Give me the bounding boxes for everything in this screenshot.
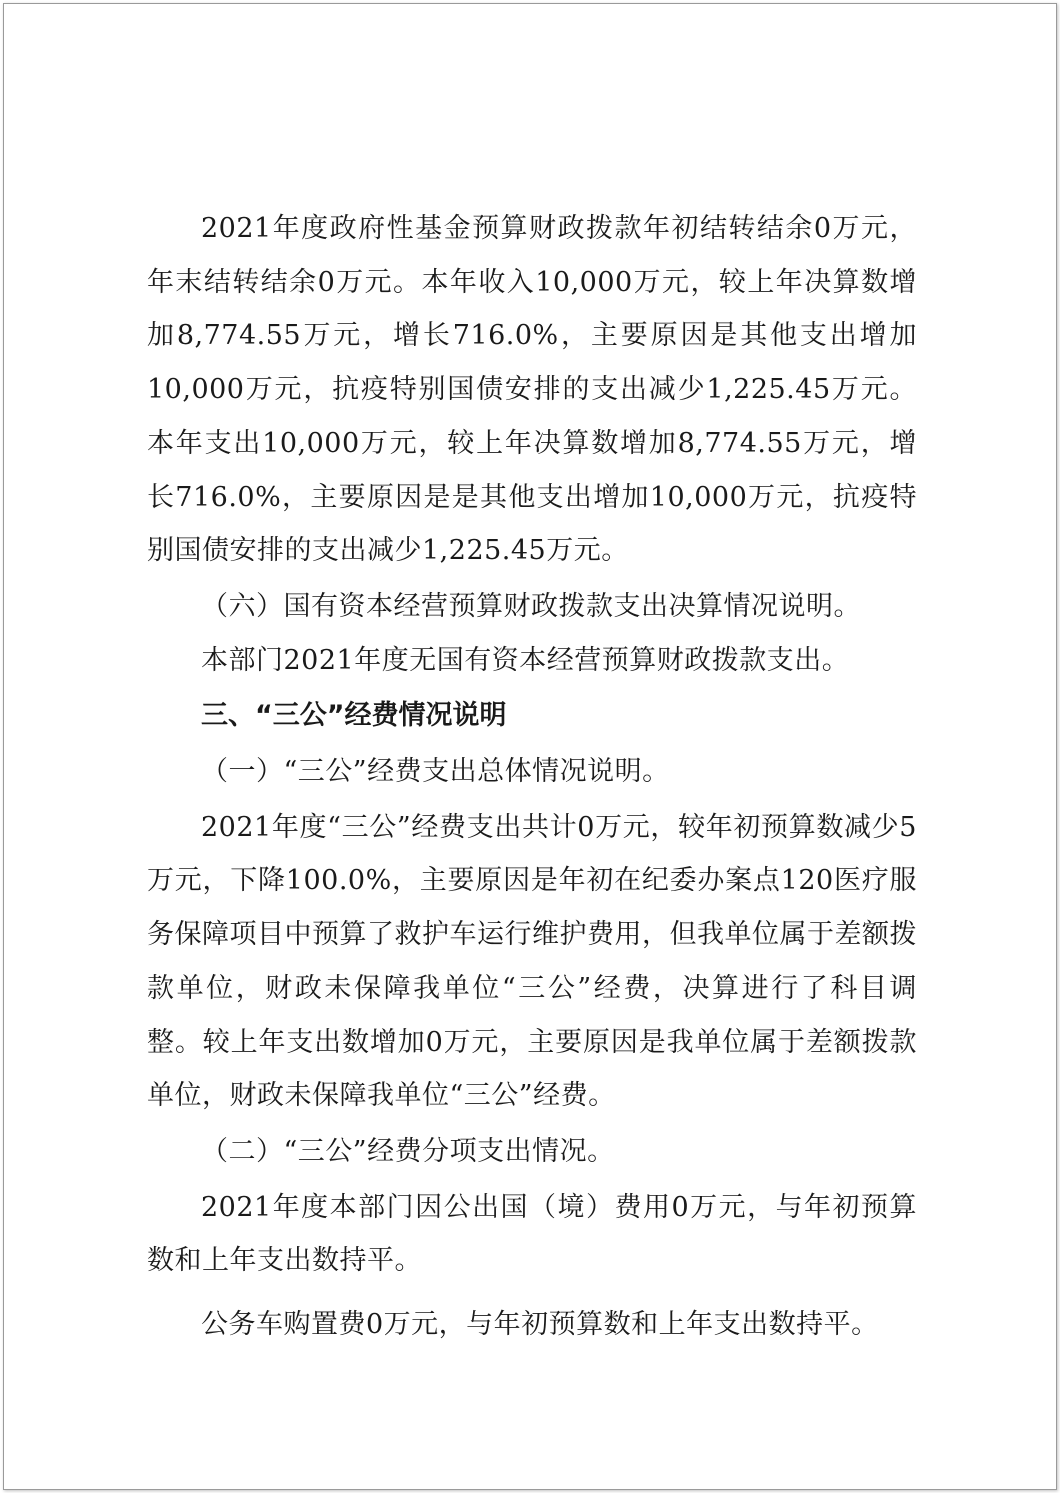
section-heading-three-public: 三、“三公”经费情况说明: [201, 700, 507, 732]
subheading-itemized: （二）“三公”经费分项支出情况。: [201, 1135, 615, 1167]
page-frame: [3, 3, 1057, 1490]
paragraph-fund-budget: 2021年度政府性基金预算财政拨款年初结转结余0万元，年末结转结余0万元。本年收入10,000万元，较上年决算数增加8,774.55万元，增长716.0%，主要原因是其他支出增加10,000万元，抗疫特别国债安排的支出减少1,225.45万元。本年支出10,000万元，较上年决算数增加8,774.55万元，增长716.0%，主要原因是是其他支出增加10,000万元，抗疫特别国债安排的支出减少1,225.45万元。: [147, 213, 917, 567]
paragraph-three-public-total: 2021年度“三公”经费支出共计0万元，较年初预算数减少5万元，下降100.0%，主要原因是年初在纪委办案点120医疗服务保障项目中预算了救护车运行维护费用，但我单位属于差额拨款单位，财政未保障我单位“三公”经费，决算进行了科目调整。较上年支出数增加0万元，主要原因是我单位属于差额拨款单位，财政未保障我单位“三公”经费。: [147, 811, 917, 1112]
paragraph-overseas-travel: 2021年度本部门因公出国（境）费用0万元，与年初预算数和上年支出数持平。: [147, 1191, 917, 1277]
subheading-overall: （一）“三公”经费支出总体情况说明。: [201, 756, 670, 788]
paragraph-no-state-capital: 本部门2021年度无国有资本经营预算财政拨款支出。: [201, 644, 850, 676]
paragraph-vehicle-purchase: 公务车购置费0万元，与年初预算数和上年支出数持平。: [201, 1309, 879, 1341]
section-heading-state-capital: （六）国有资本经营预算财政拨款支出决算情况说明。: [201, 590, 861, 622]
document-body: [147, 202, 917, 1352]
